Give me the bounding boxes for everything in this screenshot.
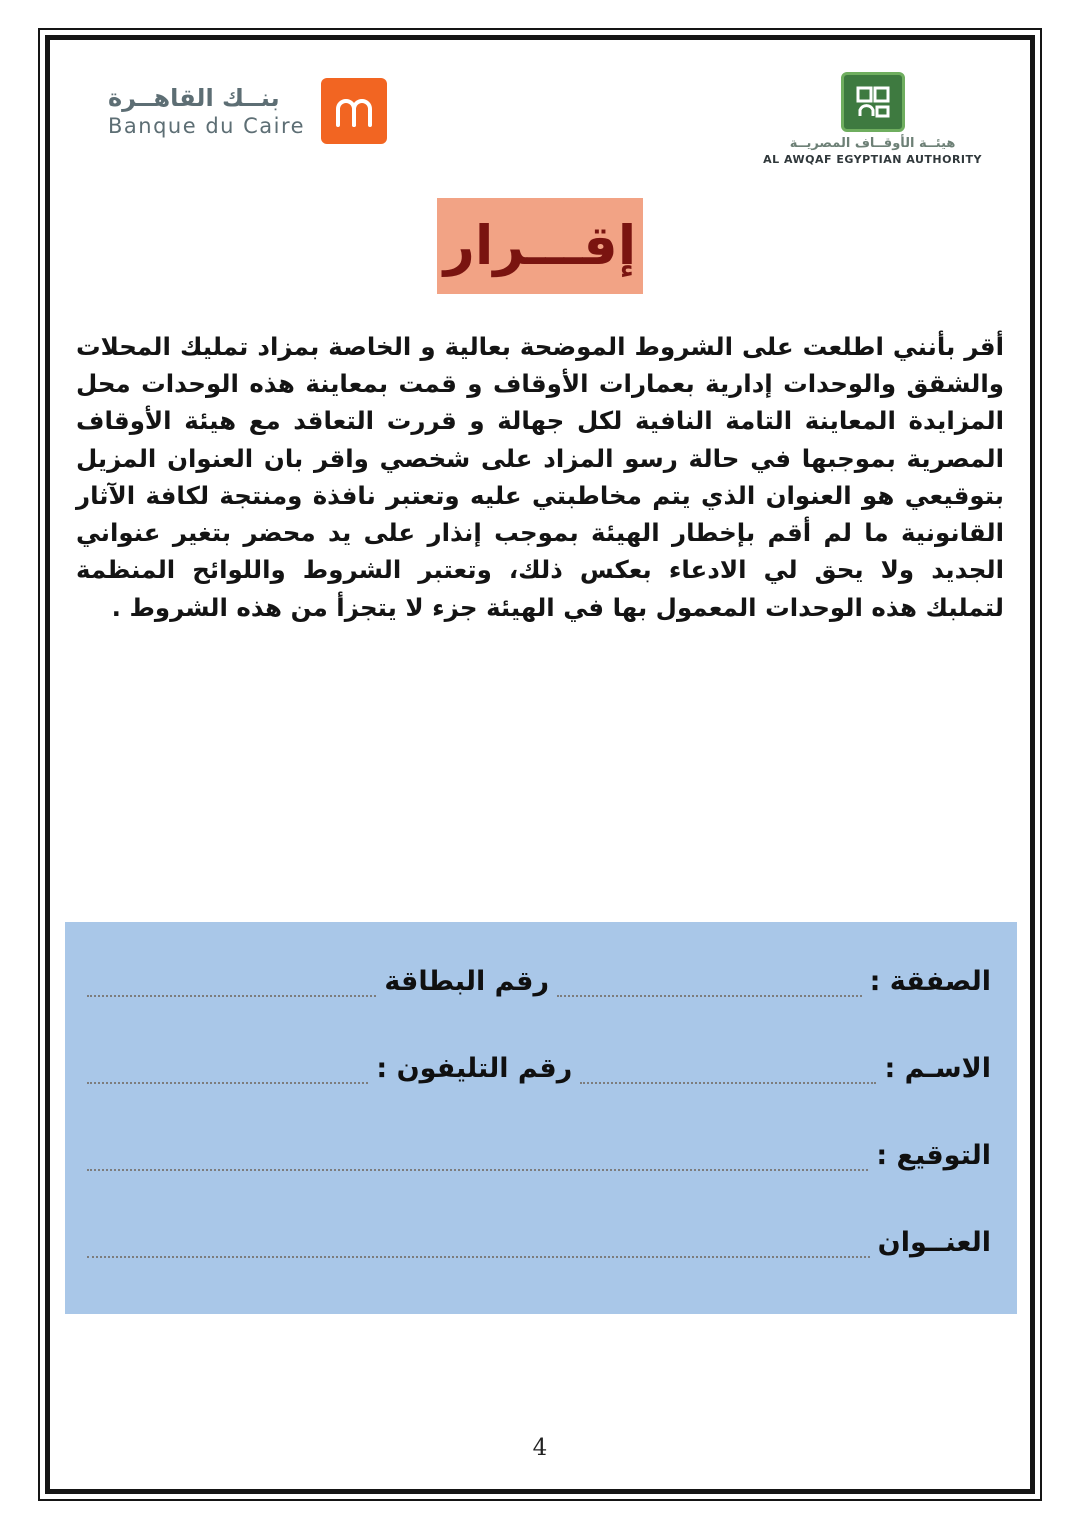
bank-name [108, 84, 305, 138]
bank-name-english: Banque du Caire [108, 114, 306, 138]
name-input-line[interactable] [580, 1066, 876, 1084]
page-border-outer [38, 28, 1042, 1501]
phone-label: رقم التليفون : [376, 1053, 573, 1084]
deal-label: الصفقة : [869, 966, 991, 997]
header [50, 78, 1030, 166]
form-row-deal-card [87, 966, 995, 997]
awqaf-name-english: AL AWQAF EGYPTIAN AUTHORITY [763, 153, 982, 166]
awqaf-logo-group [763, 72, 982, 166]
page-number: 4 [532, 1435, 548, 1461]
declaration-text: أقر بأنني اطلعت على الشروط الموضحة بعالية و الخاصة بمزاد تمليك المحلات والشقق والوحدات إدارية بعمارات الأوقاف و قمت بمعاينة هذه الوحدات محل المزايدة المعاينة التامة النافية لكل جهالة و قررت التعاقد مع هيئة الأوقاف المصرية بموجبها في حالة رسو المزاد على شخصي واقر بان العنوان المزيل بتوقيعي هو العنوان الذي يتم مخاطبتي عليه وتعتبر نافذة ومنتجة لكافة الآثار القانونية ما لم أقم بإخطار الهيئة بموجب إنذار على يد محضر بتغير عنواني الجديد ولا يحق لي الادعاء بعكس ذلك، وتعتبر الشروط واللوائح المنظمة لتملبك هذه الوحدات المعمول بها في الهيئة جزء لا يتجزأ من هذه الشروط . [76, 332, 1004, 622]
form-box [65, 922, 1017, 1314]
deal-input-line[interactable] [557, 979, 862, 997]
phone-input-line[interactable] [87, 1066, 368, 1084]
address-label: العنــوان [877, 1227, 991, 1258]
page-title: إقـــرار [443, 214, 637, 277]
signature-input-line[interactable] [87, 1153, 868, 1171]
page-border-inner [45, 35, 1035, 1494]
form-row-signature [87, 1140, 995, 1171]
card-number-label: رقم البطاقة [384, 966, 550, 997]
card-number-input-line[interactable] [87, 979, 376, 997]
name-label: الاسـم : [884, 1053, 991, 1084]
awqaf-name-arabic: هيئــة الأوقــاف المصريــة [789, 136, 956, 151]
awqaf-emblem-icon [841, 72, 905, 132]
form-row-name-phone [87, 1053, 995, 1084]
address-input-line[interactable] [87, 1240, 870, 1258]
form-row-address [87, 1227, 995, 1258]
bank-arch-icon [321, 78, 387, 144]
signature-label: التوقيع : [876, 1140, 991, 1171]
bank-name-arabic: بنــك القاهــرة [108, 84, 280, 112]
title-box [437, 198, 643, 294]
bank-logo-group [108, 78, 387, 144]
